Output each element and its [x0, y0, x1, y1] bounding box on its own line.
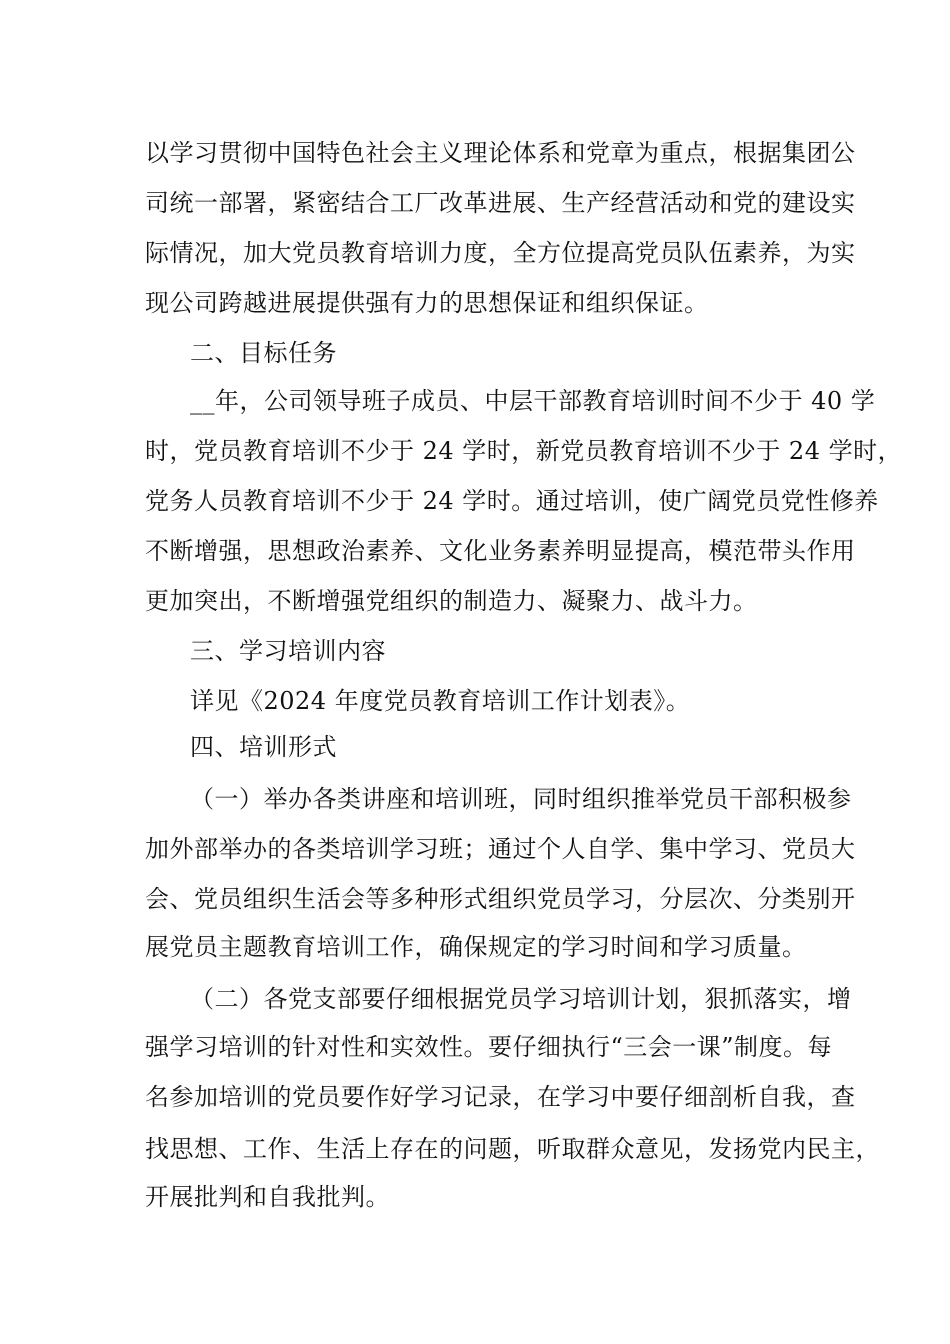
section-heading: 三、学习培训内容 [190, 637, 386, 665]
paragraph-line: 开展批判和自我批判。 [145, 1183, 390, 1211]
paragraph-line: 会、党员组织生活会等多种形式组织党员学习，分层次、分类别开 [145, 885, 856, 913]
paragraph-line: __年，公司领导班子成员、中层干部教育培训时间不少于 40 学 [190, 387, 876, 415]
paragraph-line: 以学习贯彻中国特色社会主义理论体系和党章为重点，根据集团公 [145, 139, 856, 167]
paragraph-line: 找思想、工作、生活上存在的问题，听取群众意见，发扬党内民主， [145, 1135, 880, 1163]
paragraph-line: 司统一部署，紧密结合工厂改革进展、生产经营活动和党的建设实 [145, 189, 856, 217]
paragraph-line: （二）各党支部要仔细根据党员学习培训计划，狠抓落实，增 [190, 985, 852, 1013]
paragraph-line: 加外部举办的各类培训学习班；通过个人自学、集中学习、党员大 [145, 835, 856, 863]
paragraph-line: 详见《2024 年度党员教育培训工作计划表》。 [190, 687, 691, 715]
paragraph-line: 际情况，加大党员教育培训力度，全方位提高党员队伍素养，为实 [145, 239, 856, 267]
paragraph-line: 强学习培训的针对性和实效性。要仔细执行“三会一课”制度。每 [145, 1033, 833, 1061]
paragraph-line: 党务人员教育培训不少于 24 学时。通过培训，使广阔党员党性修养 [145, 487, 879, 515]
paragraph-line: 更加突出，不断增强党组织的制造力、凝聚力、战斗力。 [145, 587, 758, 615]
paragraph-line: 现公司跨越进展提供强有力的思想保证和组织保证。 [145, 289, 709, 317]
section-heading: 四、培训形式 [190, 733, 337, 761]
section-heading: 二、目标任务 [190, 339, 337, 367]
paragraph-line: 不断增强，思想政治素养、文化业务素养明显提高，模范带头作用 [145, 537, 856, 565]
paragraph-line: 展党员主题教育培训工作，确保规定的学习时间和学习质量。 [145, 933, 807, 961]
paragraph-line: 时，党员教育培训不少于 24 学时，新党员教育培训不少于 24 学时， [145, 437, 903, 465]
paragraph-line: （一）举办各类讲座和培训班，同时组织推举党员干部积极参 [190, 785, 852, 813]
paragraph-line: 名参加培训的党员要作好学习记录，在学习中要仔细剖析自我，查 [145, 1083, 856, 1111]
